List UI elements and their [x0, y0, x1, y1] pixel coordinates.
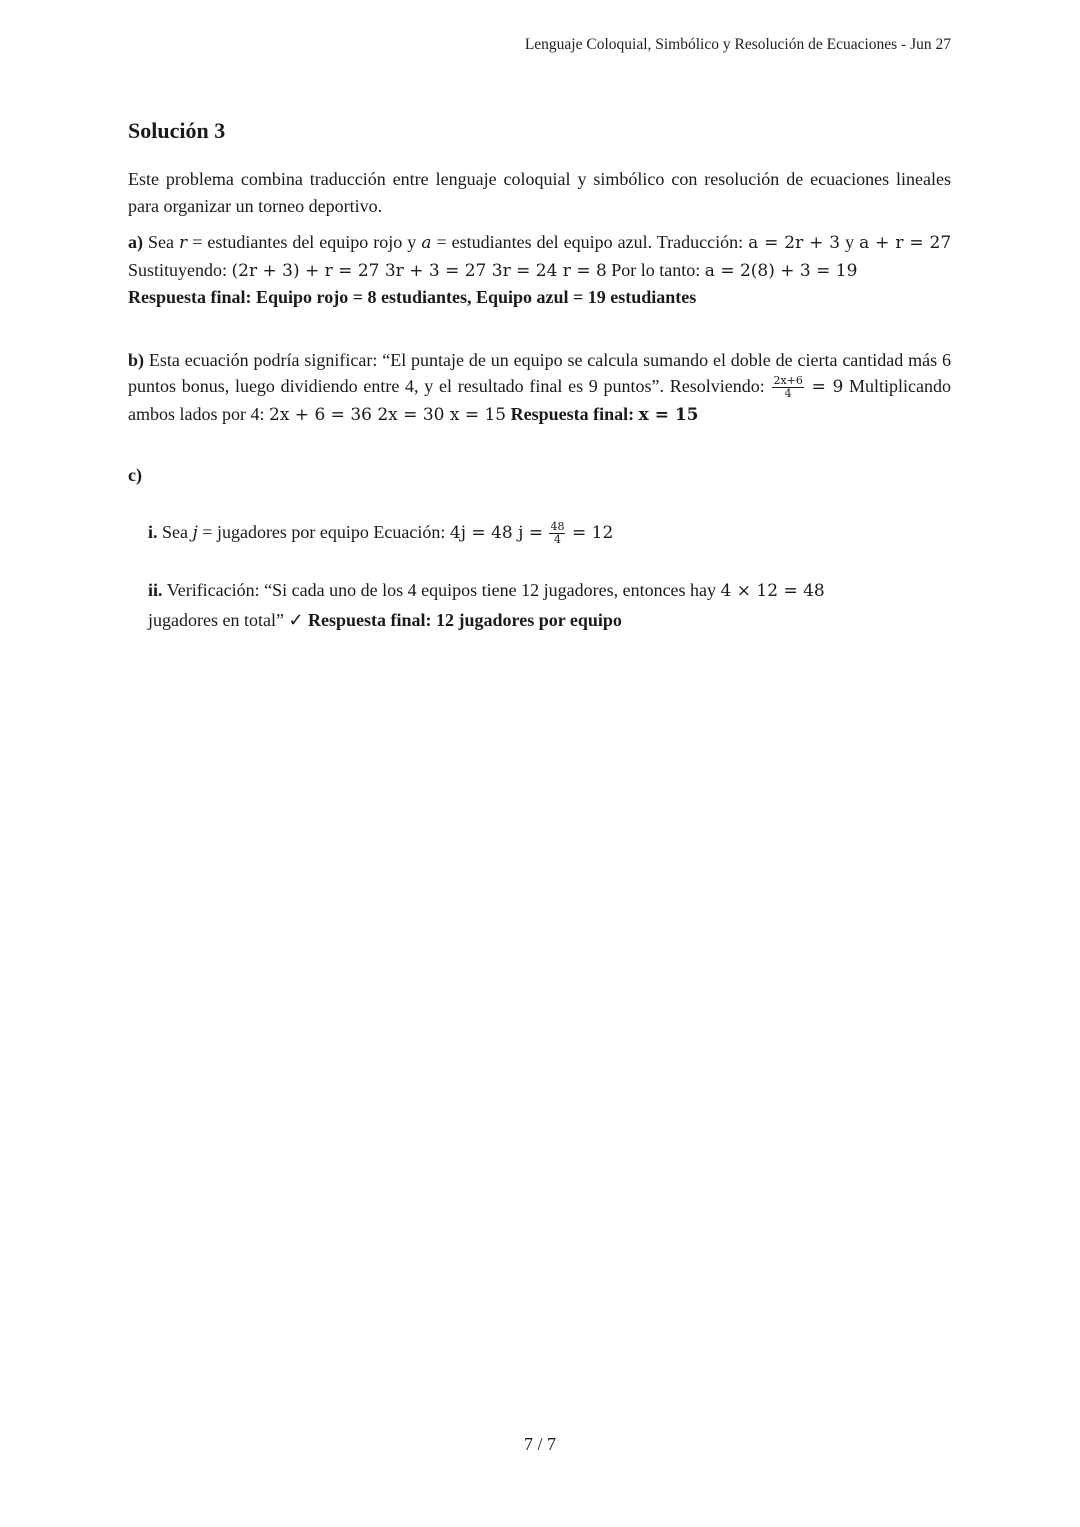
- definition-r: = estudiantes del equipo rojo y: [192, 232, 417, 252]
- multiplicando-label: Multiplicando ambos lados por 4:: [128, 376, 952, 424]
- fraction-numerator: 48: [550, 519, 565, 533]
- result-equation: a = 2(8) + 3 = 19: [704, 260, 858, 281]
- equation-1: a = 2r + 3: [748, 233, 841, 253]
- part-c-final-answer: Respuesta final: 12 jugadores por equipo: [308, 610, 622, 630]
- part-c-label: c): [128, 465, 142, 485]
- variable-a: a: [421, 233, 432, 253]
- page-number: 7 / 7: [523, 1434, 556, 1454]
- por-lo-tanto-label: Por lo tanto:: [611, 259, 701, 280]
- part-b-paragraph: [128, 347, 951, 429]
- part-c-item-ii: [148, 576, 951, 635]
- part-b-final-label: Respuesta final:: [510, 403, 635, 424]
- fraction-2x-plus-6-over-4: [772, 375, 803, 400]
- part-c-heading: [128, 462, 951, 489]
- item-i-sea: Sea: [162, 521, 189, 542]
- part-b-label: b): [128, 349, 145, 370]
- item-i-label: i.: [148, 521, 158, 542]
- connector-y: y: [845, 232, 855, 252]
- intro-paragraph: Este problema combina traducción entre lenguaje coloquial y simbólico con resolución de ecuaciones lineales para organizar un torneo deportivo.: [128, 169, 951, 216]
- fraction-denominator: 4: [784, 387, 792, 401]
- substitution-steps: (2r + 3) + r = 27 3r + 3 = 27 3r = 24 r = 8: [231, 260, 607, 281]
- part-b-text: Esta ecuación podría significar: “El puntaje de un equipo se calcula sumando el doble de cierta cantidad más 6 puntos bonus, luego dividiendo entre 4, y el resultado final es 9 puntos”. Resolviendo:: [128, 349, 951, 396]
- sustituyendo-label: Sustituyendo:: [128, 259, 228, 280]
- equation-equals-12: = 12: [571, 522, 614, 543]
- part-b-final-equation: x = 15: [638, 404, 699, 425]
- part-c-item-i: [148, 519, 951, 547]
- part-a-sea: Sea: [148, 232, 175, 252]
- variable-j: j: [192, 522, 198, 543]
- part-a-paragraph: [128, 229, 951, 311]
- verification-text: Verificación: “Si cada uno de los 4 equipos tiene 12 jugadores, entonces hay: [166, 580, 717, 600]
- equation-equals-9: = 9: [811, 377, 844, 397]
- fraction-48-over-4: [549, 521, 565, 546]
- solution-steps: 2x + 6 = 36 2x = 30 x = 15: [269, 404, 507, 425]
- fraction-numerator: 2x+6: [773, 374, 803, 388]
- section-title: Solución 3: [128, 118, 226, 143]
- equation-4j: 4j = 48 j =: [449, 522, 543, 543]
- definition-a: = estudiantes del equipo azul. Traducción:: [436, 232, 744, 252]
- verification-text-end: jugadores en total” ✓: [148, 610, 304, 630]
- variable-r: r: [179, 233, 188, 253]
- definition-j: = jugadores por equipo Ecuación:: [202, 521, 446, 542]
- equation-2: a + r = 27: [859, 233, 952, 253]
- part-a-final-answer: Respuesta final: Equipo rojo = 8 estudiantes, Equipo azul = 19 estudiantes: [128, 287, 697, 307]
- page-content: [128, 118, 951, 635]
- part-a-label: a): [128, 232, 143, 252]
- fraction-denominator: 4: [553, 532, 561, 546]
- running-header: Lenguaje Coloquial, Simbólico y Resolución de Ecuaciones - Jun 27: [524, 36, 951, 53]
- item-ii-label: ii.: [148, 580, 163, 600]
- verification-equation: 4 × 12 = 48: [720, 581, 825, 601]
